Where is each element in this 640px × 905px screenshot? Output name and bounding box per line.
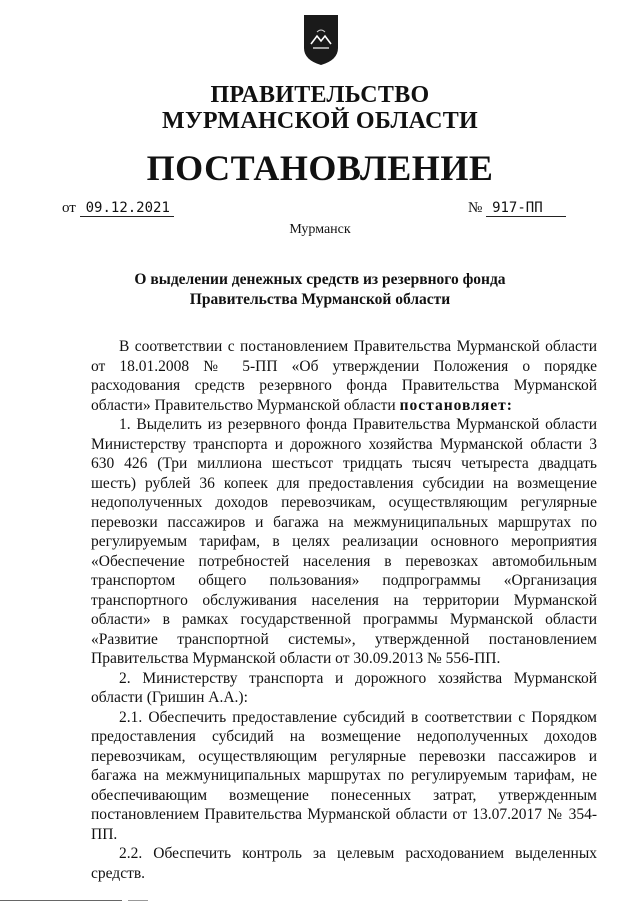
- document-date: [62, 200, 174, 217]
- item-2-1-paragraph: 2.1. Обеспечить предоставление субсидий в соответствии с Порядком предоставления субсидий на возмещение недополученных доходов перевозчикам, осуществляющим регулярные перевозки пассажиров и багажа на межмуниципальных маршрутах по регулируемым тарифам, не обеспечивающим возмещение понесенных затрат, утвержденным постановлением Правительства Мурманской области от 13.07.2017 № 354-ПП.: [91, 708, 597, 843]
- document-number: [468, 200, 566, 217]
- government-title-line1: ПРАВИТЕЛЬСТВО: [210, 82, 430, 108]
- document-type: ПОСТАНОВЛЕНИЕ: [146, 148, 494, 188]
- number-value: 917-ПП: [486, 200, 566, 217]
- scan-artifact-line: [128, 900, 148, 901]
- preamble-keyword: постановляет:: [399, 396, 513, 414]
- scan-artifact-line: [0, 900, 122, 901]
- number-prefix: №: [468, 200, 483, 216]
- date-prefix: от: [62, 200, 76, 216]
- document-body: [91, 337, 597, 883]
- government-title-line2: МУРМАНСКОЙ ОБЛАСТИ: [162, 108, 478, 134]
- preamble-paragraph: [91, 337, 597, 415]
- preamble-text: В соответствии с постановлением Правительства Мурманской области от 18.01.2008 № 5-ПП «Об утверждении Положения о порядке расходования средств резервного фонда Правительства Мурманской области» Правительство Мурманской области: [91, 338, 597, 414]
- document-subject: [0, 270, 640, 310]
- subject-line2: Правительства Мурманской области: [189, 291, 451, 308]
- subject-line1: О выделении денежных средств из резервного фонда: [134, 271, 506, 288]
- item-1-paragraph: 1. Выделить из резервного фонда Правительства Мурманской области Министерству транспорта и дорожного хозяйства Мурманской области 3 630 426 (Три миллиона шестьсот тридцать тысяч четыреста двадцать шесть) рублей 36 копеек для предоставления субсидии на возмещение недополученных доходов перевозчикам, осуществляющим регулярные перевозки пассажиров и багажа на межмуниципальных маршрутах по регулируемым тарифам, в целях реализации основного мероприятия «Обеспечение потребностей населения в перевозках автомобильным транспортом общего пользования» подпрограммы «Организация транспортного обслуживания населения на территории Мурманской области» в рамках государственной программы Мурманской области «Развитие транспортной системы», утвержденной постановлением Правительства Мурманской области от 30.09.2013 № 556-ПП.: [91, 416, 597, 667]
- item-2-2-paragraph: 2.2. Обеспечить контроль за целевым расходованием выделенных средств.: [91, 845, 597, 882]
- date-value: 09.12.2021: [80, 200, 174, 217]
- city-name: Мурманск: [289, 222, 351, 237]
- government-title: [0, 82, 640, 134]
- coat-of-arms-icon: [303, 14, 339, 66]
- item-2-paragraph: 2. Министерству транспорта и дорожного хозяйства Мурманской области (Гришин А.А.):: [91, 669, 597, 706]
